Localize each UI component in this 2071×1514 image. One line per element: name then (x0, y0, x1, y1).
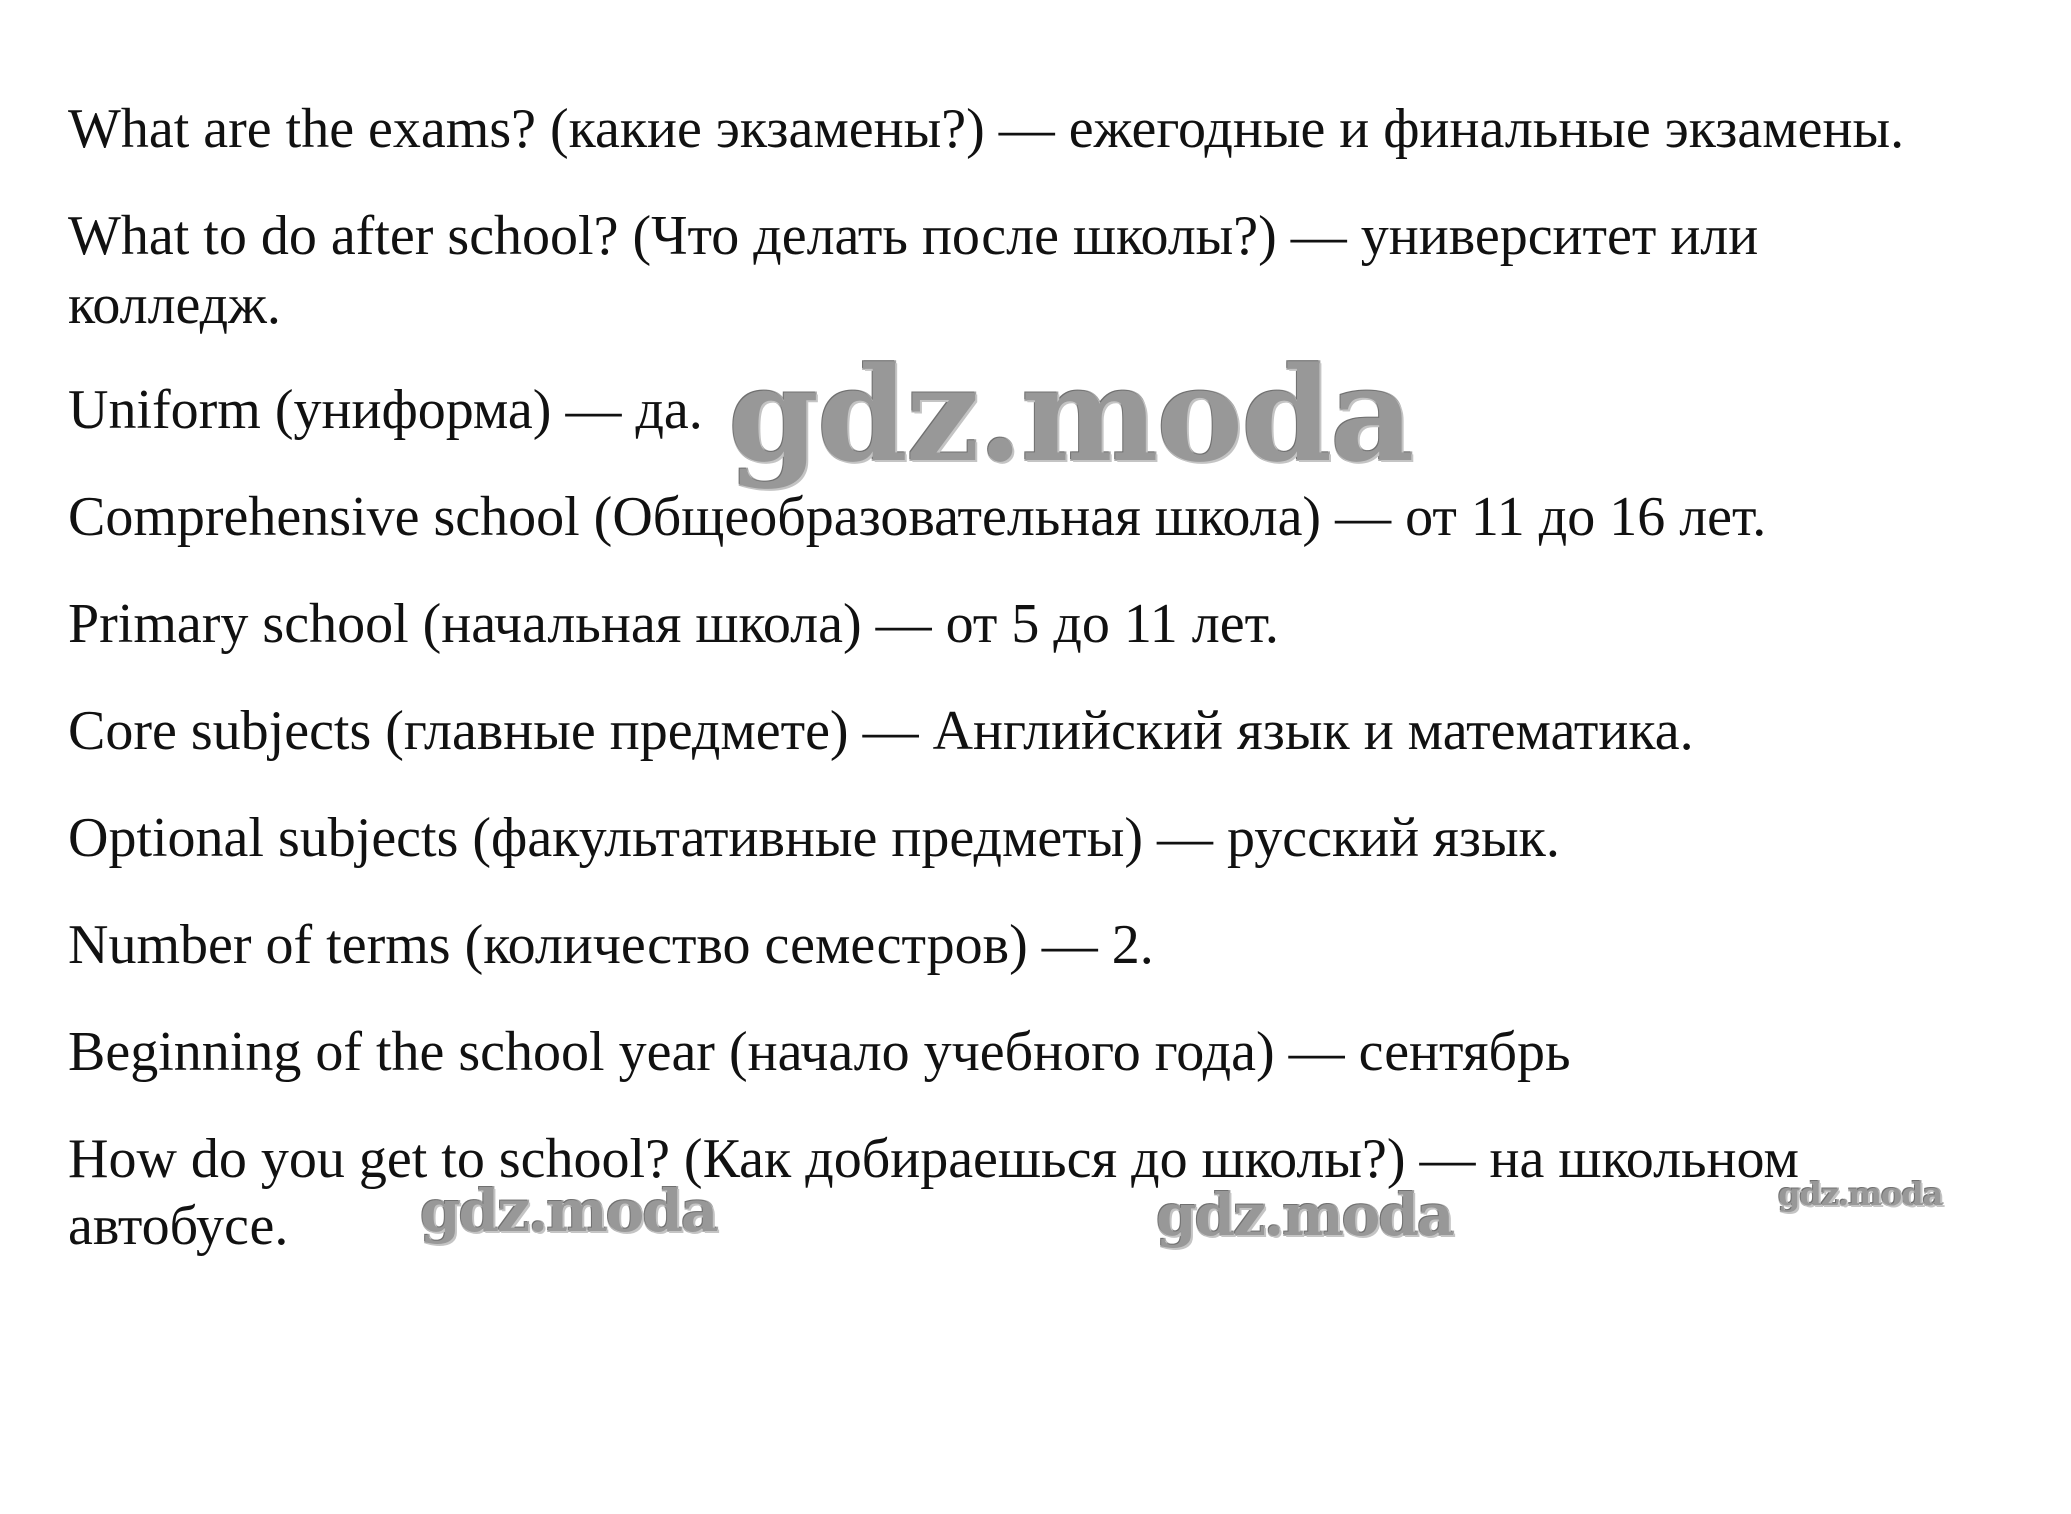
watermark-logo-bottom-center: gdz.moda (1156, 1181, 1453, 1249)
text-line-primary-school: Primary school (начальная школа) — от 5 до 11 лет. (68, 593, 1279, 655)
text-line-school-year-beginning: Beginning of the school year (начало учебного года) — сентябрь (68, 1021, 1571, 1083)
watermark-logo-bottom-right: gdz.moda (1778, 1175, 1943, 1213)
text-line-optional-subjects: Optional subjects (факультативные предметы) — русский язык. (68, 807, 1560, 869)
watermark-logo-large: gdz.moda (728, 338, 1413, 491)
text-line-get-to-school: How do you get to school? (Как добираешься до школы?) — на школьном (68, 1128, 1799, 1190)
text-line-comprehensive-school: Comprehensive school (Общеобразовательная школа) — от 11 до 16 лет. (68, 486, 1767, 548)
text-line-get-to-school-cont: автобусе. (68, 1195, 289, 1257)
text-line-after-school: What to do after school? (Что делать после школы?) — университет или (68, 205, 1759, 267)
watermark-logo-bottom-left: gdz.moda (420, 1177, 717, 1245)
text-line-core-subjects: Core subjects (главные предмете) — Английский язык и математика. (68, 700, 1694, 762)
text-line-exams: What are the exams? (какие экзамены?) — ежегодные и финальные экзамены. (68, 98, 1905, 160)
text-line-number-of-terms: Number of terms (количество семестров) — 2. (68, 914, 1154, 976)
text-line-uniform: Uniform (униформа) — да. (68, 379, 703, 441)
text-line-after-school-cont: колледж. (68, 274, 281, 336)
